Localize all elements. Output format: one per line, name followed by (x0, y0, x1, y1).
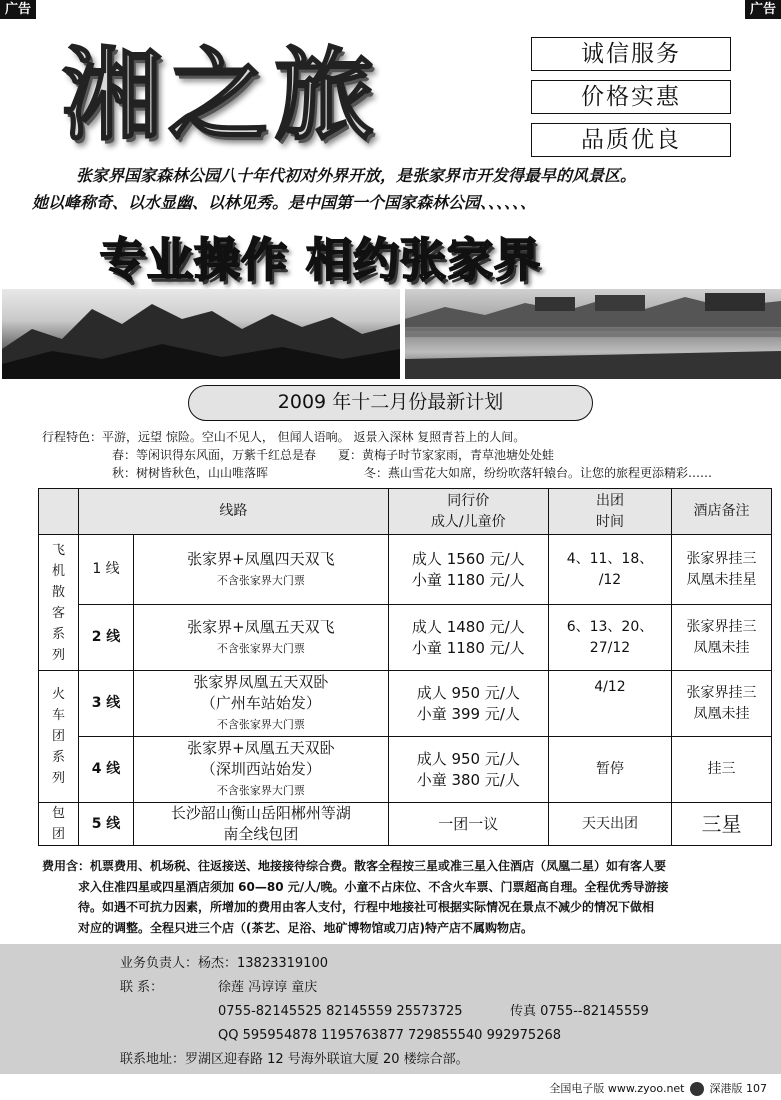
route-note: 不含张家界大门票 (216, 641, 305, 655)
price-child: 小童 399 元/人 (416, 704, 520, 723)
line-number: 2 线 (79, 605, 134, 671)
contact-address: 联系地址：罗湖区迎春路 12 号海外联谊大厦 20 楼综合部。 (120, 1052, 469, 1067)
fees-label: 费用含： (42, 859, 91, 873)
price-adult: 成人 950 元/人 (416, 683, 520, 702)
line-number: 4 线 (79, 737, 134, 803)
hotel-cell (672, 671, 772, 737)
fees-text-4: 对应的调整。全程只进三个店（(茶艺、足浴、地矿博物馆或刀店)特产店不属购物店。 (78, 920, 533, 935)
price-adult: 成人 1560 元/人 (411, 549, 525, 568)
time-line-2: /12 (598, 571, 622, 588)
category-air-char: 飞 (51, 542, 65, 558)
river-town-silhouette-icon (405, 289, 781, 379)
price-child: 小童 1180 元/人 (411, 638, 525, 657)
time-cell (548, 737, 671, 803)
time-cell (548, 605, 671, 671)
contact-manager: 业务负责人：杨杰：13823319100 (120, 956, 328, 971)
hotel-cell (672, 605, 772, 671)
header-time (548, 489, 671, 535)
category-air-char: 散 (51, 584, 65, 600)
hotel-line-2: 凤凰未挂星 (686, 571, 757, 588)
footer-website: 全国电子版 www.zyoo.net (549, 1082, 685, 1095)
route-name: 张家界+凤凰四天双飞 (187, 549, 335, 568)
table-row (39, 605, 772, 671)
intro-line-1: 张家界国家森林公园八十年代初对外界开放，是张家界市开发得最早的风景区。 (76, 166, 637, 185)
contact-fax: 传真 0755--82145559 (510, 1004, 649, 1019)
price-negotiable: 一团一议 (438, 814, 499, 833)
category-air-char: 客 (51, 605, 65, 621)
features-summer: 夏：黄梅子时节家家雨，青草池塘处处蛙 (338, 448, 555, 462)
line-number: 1 线 (79, 535, 134, 605)
category-air-char: 系 (51, 626, 65, 642)
banner-headline (100, 224, 559, 290)
contact-names: 徐莲 冯谆谆 童庆 (218, 980, 318, 995)
price-cell (388, 671, 548, 737)
route-origin: （深圳西站始发） (200, 760, 321, 778)
ad-label-right: 广告 (745, 0, 781, 19)
intro-line-2: 她以峰称奇、以水显幽、以林见秀。是中国第一个国家森林公园、、、、、、 (32, 193, 537, 212)
table-row (39, 737, 772, 803)
table-row (39, 671, 772, 737)
contact-phones: 0755-82145525 82145559 25573725 (218, 1004, 463, 1019)
category-charter (39, 803, 79, 846)
fees-text-1: 机票费用、机场税、往返接送、地接接待综合费。散客全程按三星或准三星入住酒店（凤凰二星）如有客人要 (90, 859, 667, 873)
time-cell (548, 671, 671, 737)
route-note: 不含张家界大门票 (216, 718, 305, 731)
category-train-char: 列 (51, 771, 65, 786)
route-name: 长沙韶山衡山岳阳郴州等湖 (170, 804, 351, 822)
price-cell (388, 605, 548, 671)
route-name: 张家界凤凰五天双卧 (193, 673, 329, 691)
hotel-line-2: 凤凰未挂 (693, 639, 750, 656)
header-time-line-1: 出团 (595, 492, 624, 509)
price-cell (388, 803, 548, 846)
banner-part-1: 专业操作 (100, 233, 288, 287)
category-train-char: 火 (51, 687, 65, 702)
hotel-line-1: 张家界挂三 (686, 684, 757, 701)
route-cell (134, 671, 389, 737)
contact-section (0, 944, 781, 1074)
hotel-cell (672, 737, 772, 803)
hotel-line-1: 三星 (701, 811, 742, 836)
price-cell (388, 535, 548, 605)
footer-page-number: 107 (746, 1082, 767, 1095)
route-name: 张家界+凤凰五天双卧 (187, 739, 335, 757)
slogan-quality: 品质优良 (531, 123, 731, 157)
slogan-integrity: 诚信服务 (531, 37, 731, 71)
category-charter-char: 团 (51, 827, 65, 842)
price-child: 小童 1180 元/人 (411, 570, 525, 589)
fees-text-3: 待。如遇不可抗力因素，所增加的费用由客人支付，行程中地接社可根据实际情况在景点不减少的情况下做相 (78, 900, 655, 914)
route-name-line-2: 南全线包团 (223, 825, 299, 843)
route-table (38, 488, 772, 846)
slogan-price: 价格实惠 (531, 80, 731, 114)
header-price-line-1: 同行价 (447, 492, 490, 509)
time-line-1: 6、13、20、 (566, 618, 654, 635)
header-price-line-2: 成人/儿童价 (430, 513, 506, 530)
route-name: 张家界+凤凰五天双飞 (187, 617, 335, 636)
features-spring: 春：等闲识得东风面，万紫千红总是春 (112, 448, 317, 462)
scenery-photo-river-town (405, 289, 781, 379)
footer-logo-icon (690, 1082, 704, 1096)
page-footer (549, 1080, 767, 1096)
features-line-1: 平游，远望 惊险。空山不见人， 但闻人语响。 返景入深林 复照青苔上的人间。 (102, 430, 526, 444)
category-train-char: 团 (51, 729, 65, 744)
itinerary-features (42, 428, 712, 482)
footer-edition: 深港版 (709, 1082, 743, 1095)
price-adult: 成人 950 元/人 (416, 749, 520, 768)
category-air-char: 机 (51, 563, 65, 579)
price-adult: 成人 1480 元/人 (411, 617, 525, 636)
contact-label: 联 系： (120, 980, 164, 995)
mountain-silhouette-icon (2, 289, 400, 379)
route-cell (134, 737, 389, 803)
hotel-line-2: 凤凰未挂 (693, 705, 750, 722)
header-category (39, 489, 79, 535)
banner-part-2: 相约张家界 (306, 233, 541, 287)
features-label: 行程特色： (42, 430, 103, 444)
line-number: 5 线 (79, 803, 134, 846)
route-cell (134, 535, 389, 605)
hotel-line-1: 张家界挂三 (686, 550, 757, 567)
hotel-cell (672, 535, 772, 605)
header-hotel: 酒店备注 (672, 489, 772, 535)
hotel-line-1: 张家界挂三 (686, 618, 757, 635)
route-note: 不含张家界大门票 (216, 573, 305, 587)
route-note: 不含张家界大门票 (216, 784, 305, 797)
time-line-2: 27/12 (589, 639, 631, 656)
time-line-1: 4、11、18、 (566, 550, 654, 567)
route-origin: （广州车站始发） (200, 694, 321, 712)
line-number: 3 线 (79, 671, 134, 737)
scenery-photo-mountains (2, 289, 400, 379)
category-air-char: 列 (51, 647, 65, 663)
hotel-line-1: 挂三 (707, 761, 736, 777)
hotel-cell (672, 803, 772, 846)
plan-title: 2009 年十二月份最新计划 (188, 385, 593, 421)
header-route: 线路 (79, 489, 389, 535)
time-line-1: 天天出团 (581, 815, 638, 832)
time-cell (548, 803, 671, 846)
price-child: 小童 380 元/人 (416, 770, 520, 789)
features-autumn: 秋：树树皆秋色，山山唯落晖 (112, 466, 269, 480)
time-cell (548, 535, 671, 605)
route-cell (134, 803, 389, 846)
category-air (39, 535, 79, 671)
header-time-line-2: 时间 (595, 513, 624, 530)
features-winter: 冬：燕山雪花大如席，纷纷吹落轩辕台。让您的旅程更添精彩…… (364, 466, 713, 480)
table-row (39, 535, 772, 605)
fees-included (42, 856, 742, 938)
route-cell (134, 605, 389, 671)
brand-logo: 湘之旅 (62, 36, 380, 154)
category-train-char: 车 (51, 708, 65, 723)
contact-qq: QQ 595954878 1195763877 729855540 992975268 (218, 1028, 562, 1043)
ad-label-left: 广告 (0, 0, 36, 19)
header-price (388, 489, 548, 535)
fees-text-2: 求入住准四星或四星酒店须加 60—80 元/人/晚。小童不占床位、不含火车票、门票超高自理。全程优秀导游接 (78, 879, 669, 894)
time-line-1: 4/12 (594, 679, 626, 695)
category-train (39, 671, 79, 803)
table-row (39, 803, 772, 846)
category-charter-char: 包 (51, 806, 65, 821)
price-cell (388, 737, 548, 803)
category-train-char: 系 (51, 750, 65, 765)
time-line-1: 暂停 (595, 761, 624, 777)
